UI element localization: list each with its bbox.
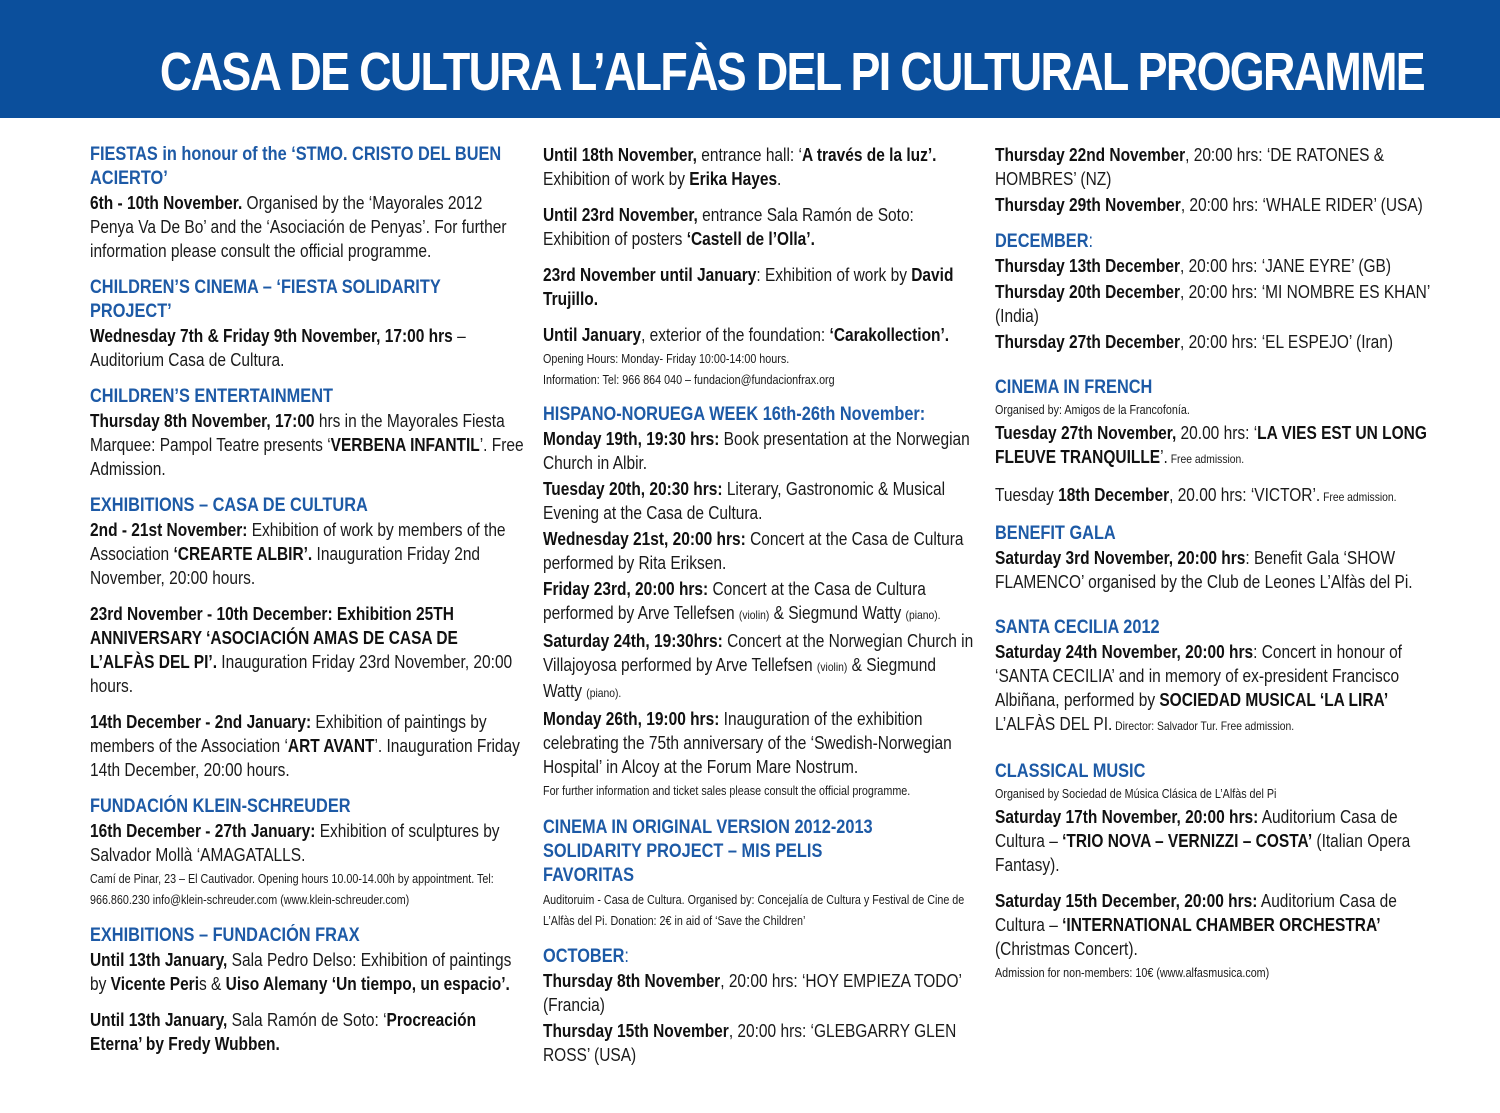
event-text: Thursday 13th December, 20:00 hrs: ‘JANE EYRE’ (GB) [995, 256, 1392, 276]
section-hispano-noruega [543, 403, 978, 802]
section-october [543, 945, 978, 1067]
event-text: Thursday 15th November, 20:00 hrs: ‘GLEBGARRY GLEN ROSS’ (USA) [543, 1021, 957, 1065]
event-text: Thursday 8th November, 17:00 hrs in the Mayorales Fiesta Marquee: Pampol Teatre presents ‘VERBENA INFANTIL’. Free Admission. [90, 411, 524, 479]
column-left [90, 143, 525, 1069]
event-text: 16th December - 27th January: Exhibition of sculptures by Salvador Mollà ‘AMAGATALLS. [90, 821, 500, 865]
event-text: Until January, exterior of the foundation: ‘Carakollection’. [543, 325, 950, 345]
event-text: Thursday 20th December, 20:00 hrs: ‘MI NOMBRE ES KHAN’ (India) [995, 282, 1430, 326]
contact-info: Camí de Pinar, 23 – El Cautivador. Opening hours 10.00-14.00h by appointment. Tel: 966.860.230 info@klein-schreuder.com (www.klein-schreuder.com) [90, 872, 494, 907]
event-text: Thursday 27th December, 20:00 hrs: ‘EL ESPEJO’ (Iran) [995, 332, 1394, 352]
section-cinema-original [543, 816, 978, 932]
section-heading: DECEMBER: [995, 231, 1094, 252]
section-cinema-french [995, 376, 1435, 509]
event-text: Thursday 29th November, 20:00 hrs: ‘WHALE RIDER’ (USA) [995, 195, 1423, 215]
admission-info: Admission for non-members: 10€ (www.alfasmusica.com) [995, 966, 1270, 980]
event-text: Monday 19th, 19:30 hrs: Book presentation at the Norwegian Church in Albir. [543, 429, 970, 473]
section-classical-music [995, 760, 1435, 984]
section-benefit-gala [995, 522, 1435, 594]
section-heading: EXHIBITIONS – FUNDACIÓN FRAX [90, 925, 360, 946]
section-heading: CHILDREN’S CINEMA – ‘FIESTA SOLIDARITY PROJECT’ [90, 277, 441, 322]
event-text: Wednesday 7th & Friday 9th November, 17:00 hrs – Auditorium Casa de Cultura. [90, 326, 466, 370]
event-text: 23rd November - 10th December: Exhibition 25TH ANNIVERSARY ‘ASOCIACIÓN AMAS DE CASA DE L’ALFÀS DEL PI’. Inauguration Friday 23rd November, 20:00 hours. [90, 604, 513, 696]
event-text: Saturday 15th December, 20:00 hrs: Auditorium Casa de Cultura – ‘INTERNATIONAL CHAMBER ORCHESTRA’ (Christmas Concert). [995, 891, 1397, 959]
section-heading: CLASSICAL MUSIC [995, 761, 1146, 782]
event-text: Until 13th January, Sala Pedro Delso: Exhibition of paintings by Vicente Peris & Uiso Alemany ‘Un tiempo, un espacio’. [90, 950, 512, 994]
organiser-info: Auditoruim - Casa de Cultura. Organised by: Concejalía de Cultura y Festival de Cine de L’Alfàs del Pi. Donation: 2€ in aid of ‘Save the Children’ [543, 893, 965, 928]
organiser-info: Organised by: Amigos de la Francofonía. [995, 403, 1190, 417]
section-heading: BENEFIT GALA [995, 523, 1116, 544]
section-heading: HISPANO-NORUEGA WEEK 16th-26th November: [543, 404, 926, 425]
event-text: Saturday 24th November, 20:00 hrs: Concert in honour of ‘SANTA CECILIA’ and in memory of ex-president Francisco Albiñana, performed by SOCIEDAD MUSICAL ‘LA LIRA’ L’ALFÀS DEL PI. Director: Salvador Tur. Free admission. [995, 642, 1402, 734]
event-text: Until 23rd November, entrance Sala Ramón de Soto: Exhibition of posters ‘Castell de l’Olla’. [543, 205, 914, 249]
section-heading: SANTA CECILIA 2012 [995, 617, 1160, 638]
event-text: Thursday 8th November, 20:00 hrs: ‘HOY EMPIEZA TODO’ (Francia) [543, 971, 962, 1015]
section-childrens-cinema [90, 276, 525, 372]
event-text: Saturday 17th November, 20:00 hrs: Auditorium Casa de Cultura – ‘TRIO NOVA – VERNIZZI – COSTA’ (Italian Opera Fantasy). [995, 807, 1411, 875]
event-text: Wednesday 21st, 20:00 hrs: Concert at the Casa de Cultura performed by Rita Eriksen. [543, 529, 964, 573]
section-fiestas [90, 143, 525, 263]
section-december [995, 230, 1435, 354]
event-text: Saturday 24th, 19:30hrs: Concert at the Norwegian Church in Villajoyosa performed by Arve Tellefsen (violin) & Siegmund Watty (piano). [543, 631, 974, 701]
event-text: 2nd - 21st November: Exhibition of work by members of the Association ‘CREARTE ALBIR’. Inauguration Friday 2nd November, 20:00 hours. [90, 520, 506, 588]
section-childrens-entertainment [90, 385, 525, 481]
event-text: Tuesday 20th, 20:30 hrs: Literary, Gastronomic & Musical Evening at the Casa de Cultura. [543, 479, 946, 523]
event-text: Until 13th January, Sala Ramón de Soto: ‘Procreación Eterna’ by Fredy Wubben. [90, 1010, 477, 1054]
section-heading: CHILDREN’S ENTERTAINMENT [90, 386, 333, 407]
section-heading: CINEMA IN FRENCH [995, 377, 1153, 398]
column-middle [543, 143, 978, 1080]
event-text: Tuesday 18th December, 20.00 hrs: ‘VICTOR’. Free admission. [995, 485, 1397, 505]
event-text: 23rd November until January: Exhibition of work by David Trujillo. [543, 265, 954, 309]
section-klein-schreuder [90, 795, 525, 911]
contact-info: Information: Tel: 966 864 040 – fundacion@fundacionfrax.org [543, 373, 835, 387]
section-heading: FIESTAS in honour of the ‘STMO. CRISTO DEL BUEN ACIERTO’ [90, 144, 502, 189]
event-text: Friday 23rd, 20:00 hrs: Concert at the Casa de Cultura performed by Arve Tellefsen (violin) & Siegmund Watty (piano). [543, 579, 941, 623]
event-text: Saturday 3rd November, 20:00 hrs: Benefit Gala ‘SHOW FLAMENCO’ organised by the Club de Leones L’Alfàs del Pi. [995, 548, 1413, 592]
event-text: 6th - 10th November. Organised by the ‘Mayorales 2012 Penya Va De Bo’ and the ‘Asociación de Penyas’. For further information please consult the official programme. [90, 193, 507, 261]
section-november-films [995, 143, 1435, 217]
section-exhibitions-frax [90, 924, 525, 1056]
event-text: Monday 26th, 19:00 hrs: Inauguration of the exhibition celebrating the 75th anniversary of the ‘Swedish-Norwegian Hospital’ in Alcoy at the Forum Mare Nostrum. [543, 709, 952, 777]
section-heading: OCTOBER: [543, 946, 629, 967]
event-text: Until 18th November, entrance hall: ‘A través de la luz’. Exhibition of work by Erika Hayes. [543, 145, 937, 189]
column-right [995, 143, 1435, 997]
section-santa-cecilia [995, 616, 1435, 738]
footnote: For further information and ticket sales please consult the official programme. [543, 784, 911, 798]
page-title: CASA DE CULTURA L’ALFÀS DEL PI CULTURAL PROGRAMME [159, 42, 1424, 102]
section-heading: FUNDACIÓN KLEIN-SCHREUDER [90, 796, 351, 817]
opening-hours: Opening Hours: Monday- Friday 10:00-14:00 hours. [543, 352, 790, 366]
section-exhibitions-casa [90, 494, 525, 782]
organiser-info: Organised by Sociedad de Música Clásica de L’Alfàs del Pi [995, 787, 1277, 801]
event-text: Tuesday 27th November, 20.00 hrs: ‘LA VIES EST UN LONG FLEUVE TRANQUILLE’. Free admission. [995, 423, 1427, 467]
header-banner [0, 0, 1500, 118]
event-text: Thursday 22nd November, 20:00 hrs: ‘DE RATONES & HOMBRES’ (NZ) [995, 145, 1385, 189]
section-heading: CINEMA IN ORIGINAL VERSION 2012-2013 SOLIDARITY PROJECT – MIS PELIS FAVORITAS [543, 817, 873, 886]
event-text: 14th December - 2nd January: Exhibition of paintings by members of the Association ‘ART AVANT’. Inauguration Friday 14th December, 20:00 hours. [90, 712, 520, 780]
section-heading: EXHIBITIONS – CASA DE CULTURA [90, 495, 368, 516]
